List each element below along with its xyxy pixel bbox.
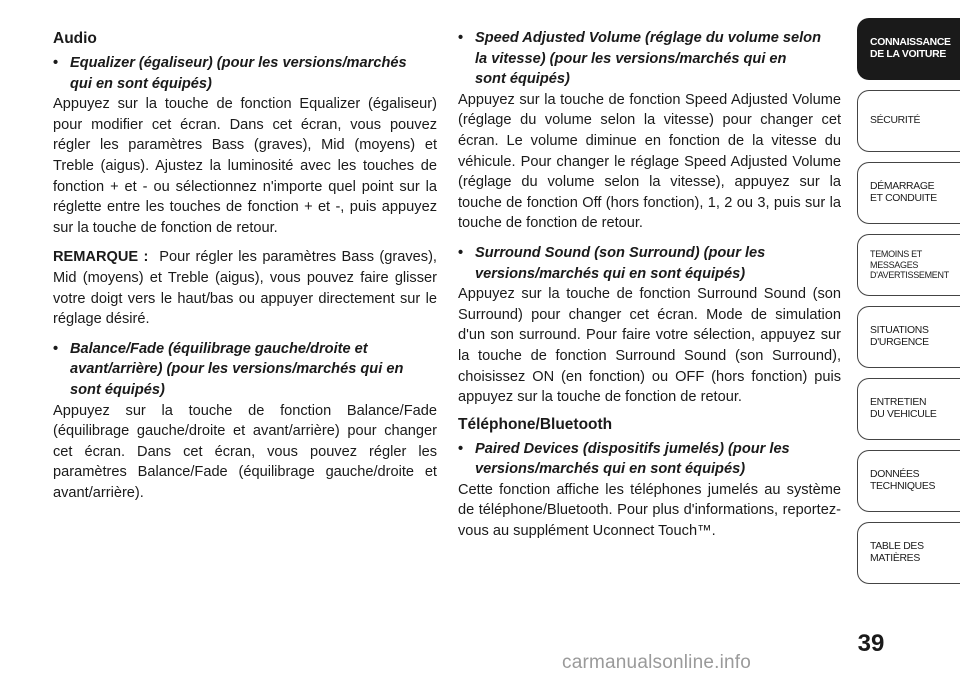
left-column [53, 28, 437, 503]
tab-label: SITUATIONS D'URGENCE [870, 325, 929, 348]
balance-fade-item [53, 339, 437, 504]
watermark: carmanualsonline.info [562, 652, 752, 673]
equalizer-title-line2: qui en sont équipés) [70, 75, 212, 92]
tab-label: ENTRETIEN DU VEHICULE [870, 397, 937, 420]
tab-securite[interactable] [857, 90, 960, 152]
page-number: 39 [857, 630, 885, 657]
paired-title-line2: versions/marchés qui en sont équipés) [475, 461, 746, 478]
paired-devices-title [458, 439, 841, 480]
surround-sound-item [458, 243, 841, 408]
section-heading-telephone: Téléphone/Bluetooth [458, 415, 613, 433]
balance-title-line1: Balance/Fade (équilibrage gauche/droite et [70, 340, 368, 357]
paired-devices-body: Cette fonction affiche les téléphones jumelés au système de téléphone/Bluetooth. Pour plus d'informations, reportez-vous au supplément Uconnect Touch™. [458, 481, 841, 540]
note-label: REMARQUE : [53, 249, 149, 266]
tab-entretien-vehicule[interactable] [857, 378, 960, 440]
speed-title-line3: sont équipés) [475, 71, 570, 88]
tab-temoins-messages[interactable] [857, 234, 960, 296]
tab-connaissance-voiture[interactable] [857, 18, 960, 80]
equalizer-item [53, 53, 437, 238]
speed-volume-body: Appuyez sur la touche de fonction Speed Adjusted Volume (réglage du volume selon la vitesse) pour changer cet écran. Le volume diminue en fonction de la vitesse du véhicule. Pour changer le réglage Speed Adjusted Volume (réglage du volume selon la vitesse), appuyez sur la touche de fonction Off (hors fonction), 1, 2 ou 3, puis sur la touche de fonction de retour. [458, 91, 841, 232]
section-heading-audio: Audio [53, 30, 97, 47]
equalizer-body: Appuyez sur la touche de fonction Equalizer (égaliseur) pour modifier cet écran. Dans cet écran, vous pouvez régler les paramètres Bass (graves), Mid (moyens) et Treble (aigus). Ajustez la luminosité avec les touches de fonction + et - ou sélectionnez n'importe quel point sur la réglette entre les touches de fonction + et -, puis appuyez sur la touche de fonction de retour. [53, 96, 437, 236]
speed-title-line2: la vitesse) (pour les versions/marchés qui en [475, 50, 787, 67]
balance-fade-body: Appuyez sur la touche de fonction Balance/Fade (équilibrage gauche/droite et avant/arrière) pour changer cet écran. Dans cet écran, vous pouvez régler les paramètres Balance/Fade (équilibrage gauche/droite et avant/arrière). [53, 402, 437, 501]
tab-demarrage-conduite[interactable] [857, 162, 960, 224]
balance-title-line2: avant/arrière) (pour les versions/marchés qui en [70, 361, 404, 378]
balance-title-line3: sont équipés) [70, 381, 165, 398]
note-body: Pour régler les paramètres Bass (graves), Mid (moyens) et Treble (aigus), vous pouvez faire glisser votre doigt vers le haut/bas ou appuyer directement sur le réglage désiré. [53, 249, 437, 328]
speed-title-line1: Speed Adjusted Volume (réglage du volume selon [475, 30, 821, 46]
speed-volume-title [458, 28, 841, 90]
paired-devices-item [458, 439, 841, 542]
surround-body: Appuyez sur la touche de fonction Surround Sound (son Surround) pour changer cet écran. Mode de simulation d'un son surround. Pour faire votre sélection, appuyez sur la touche de fonction Surround Sound (son Surround), choisissez ON (en fonction) ou OFF (hors fonction) puis appuyez sur la touche de fonction de retour. [458, 286, 841, 406]
chapter-tabs [857, 0, 960, 678]
tab-label: DONNÉES TECHNIQUES [870, 469, 936, 492]
tab-label: TABLE DES MATIÈRES [870, 541, 924, 564]
tab-label: TEMOINS ET MESSAGES D'AVERTISSEMENT [870, 249, 949, 281]
tab-table-matieres[interactable] [857, 522, 960, 584]
speed-adjusted-volume-item [458, 28, 841, 234]
note-paragraph [53, 247, 437, 329]
tab-label: CONNAISSANCE DE LA VOITURE [870, 37, 951, 60]
tab-situations-urgence[interactable] [857, 306, 960, 368]
balance-fade-title [53, 339, 437, 401]
tab-label: SÉCURITÉ [870, 115, 921, 126]
tab-donnees-techniques[interactable] [857, 450, 960, 512]
equalizer-title-line1: Equalizer (égaliseur) (pour les versions/marchés [70, 55, 407, 71]
surround-title-line1: Surround Sound (son Surround) (pour les [475, 244, 766, 261]
right-column [458, 28, 841, 542]
paired-title-line1: Paired Devices (dispositifs jumelés) (pour les [475, 440, 790, 457]
equalizer-title [53, 53, 437, 94]
surround-title [458, 243, 841, 284]
surround-title-line2: versions/marchés qui en sont équipés) [475, 265, 746, 282]
tab-label: DÉMARRAGE ET CONDUITE [870, 181, 937, 204]
